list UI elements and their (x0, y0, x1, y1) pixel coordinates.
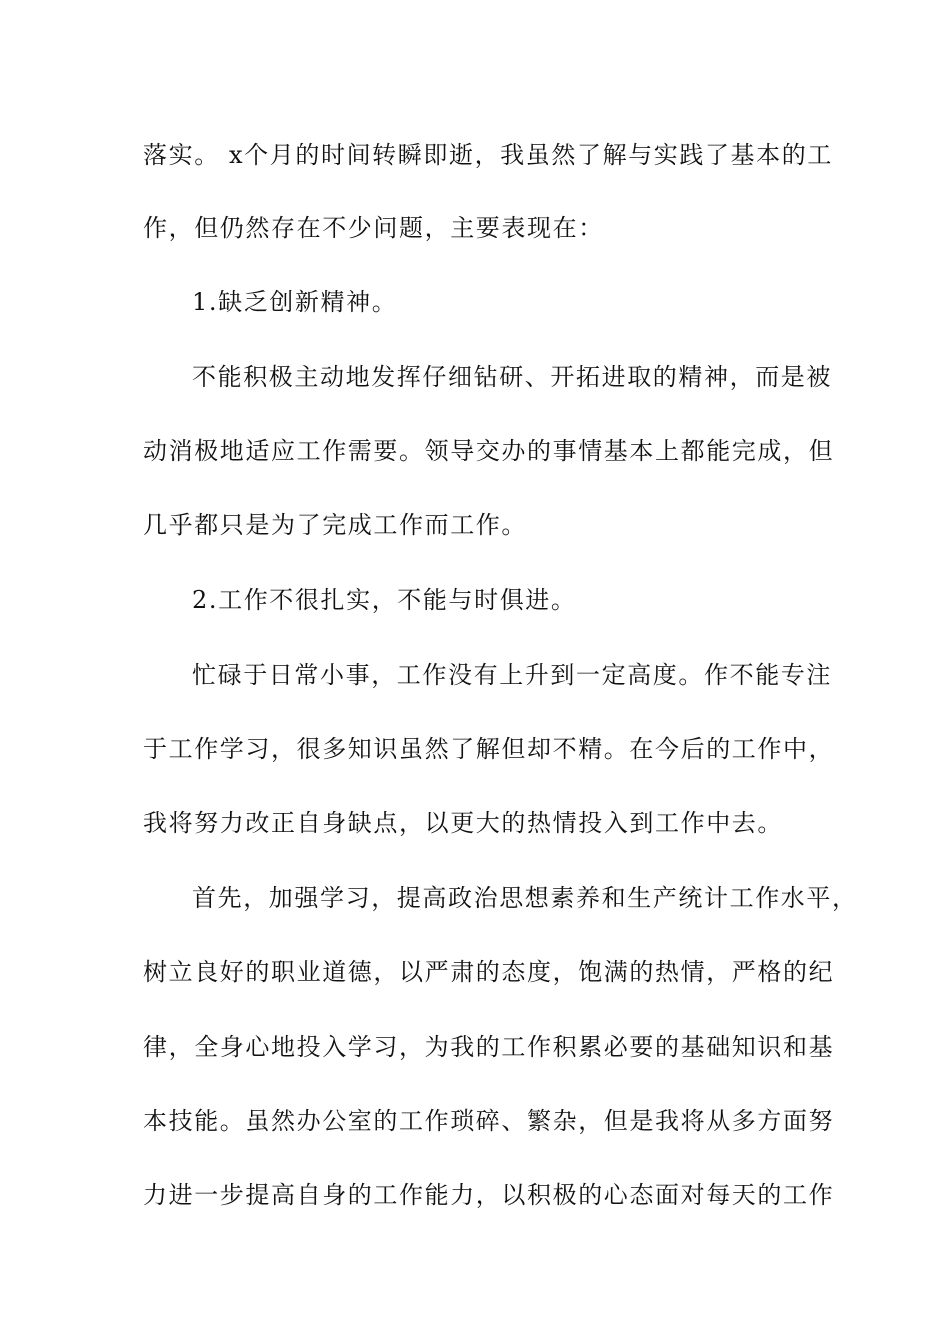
text-line: 落实。 x个月的时间转瞬即逝，我虽然了解与实践了基本的工 (143, 141, 833, 169)
paragraph-start: 忙碌于日常小事，工作没有上升到一定高度。作不能专注 (192, 661, 832, 689)
text-line: 几乎都只是为了完成工作而工作。 (143, 511, 527, 539)
text-line: 力进一步提高自身的工作能力，以积极的心态面对每天的工作 (143, 1181, 835, 1209)
paragraph-start: 首先，加强学习，提高政治思想素养和生产统计工作水平， (192, 884, 858, 912)
paragraph-start: 不能积极主动地发挥仔细钻研、开拓进取的精神，而是被 (192, 363, 832, 391)
text-line: 于工作学习，很多知识虽然了解但却不精。在今后的工作中， (143, 735, 835, 763)
list-heading: 2.工作不很扎实，不能与时俱进。 (192, 586, 577, 614)
text-line: 律，全身心地投入学习，为我的工作积累必要的基础知识和基 (143, 1033, 835, 1061)
list-heading: 1.缺乏创新精神。 (192, 288, 398, 316)
text-line: 树立良好的职业道德，以严肃的态度，饱满的热情，严格的纪 (143, 958, 835, 986)
text-line: 动消极地适应工作需要。领导交办的事情基本上都能完成，但 (143, 437, 835, 465)
text-line: 本技能。虽然办公室的工作琐碎、繁杂，但是我将从多方面努 (143, 1107, 835, 1135)
text-line: 作，但仍然存在不少问题，主要表现在： (143, 214, 604, 242)
text-line: 我将努力改正自身缺点，以更大的热情投入到工作中去。 (143, 809, 783, 837)
